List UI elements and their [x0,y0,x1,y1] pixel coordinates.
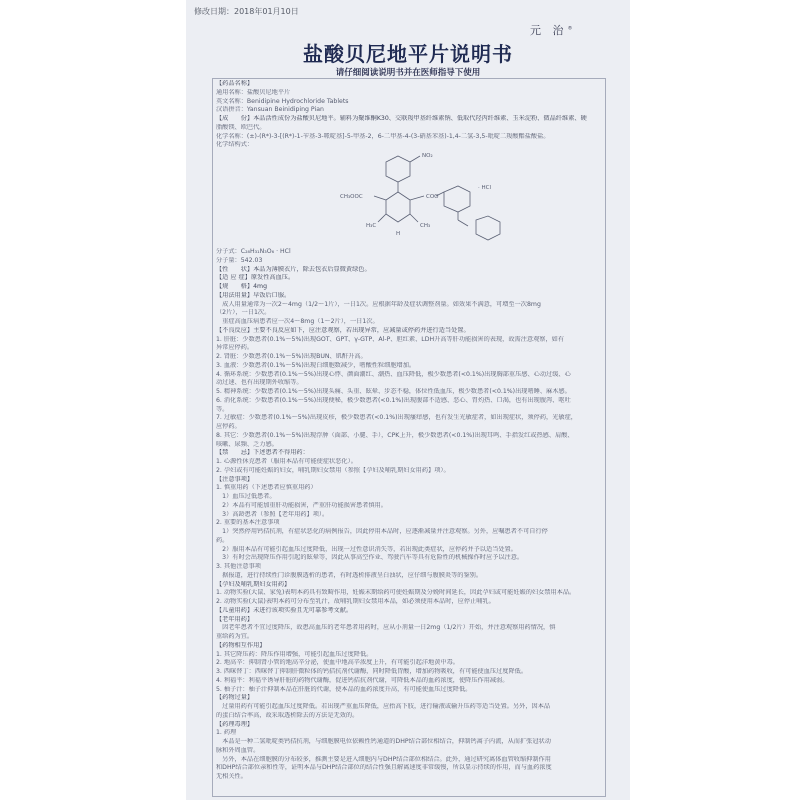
text-line: 2. 重要的基本注意事项 [216,519,280,527]
text-line: 分子式：C₂₈H₃₁N₃O₆ · HCl [216,248,291,255]
text-line: 咳嗽、尿频、乏力感。 [216,440,278,448]
page-subtitle: 请仔细阅读说明书并在医师指导下使用 [335,68,481,78]
page-title: 盐酸贝尼地平片说明书 [303,42,513,66]
text-line: 应停药。 [216,423,241,430]
text-line: （2片），一日1次。 [216,309,271,317]
text-line: 【儿童用药】未进行该项实验且无可靠参考文献。 [216,606,353,614]
brand-logo [530,22,573,38]
text-line: 分子量：542.03 [216,256,263,264]
text-line: 重给药为宜。 [216,633,254,640]
text-line: 1）血压过低患者。 [216,493,276,500]
pre-structure-lines [216,80,602,150]
text-line: 1. 肝脏：少数患者(0.1%～5%)出现GOT、GPT、γ-GTP、Al-P、胆红素、LDH升高等肝功能损害的表现，故需注意观察，如有 [216,335,565,343]
instruction-sheet [186,0,630,800]
document-body [216,80,602,782]
label-no2: NO₂ [422,153,433,159]
text-line: 5. 精神系统：少数患者(0.1%～5%)出现头痛、头重、眩晕、步态不稳，体位性低血压，极少数患者(<0.1%)出现嗜睡、麻木感。 [216,388,571,395]
text-line: 7. 过敏症：少数患者(0.1%～5%)出现皮疹，极少数患者(<0.1%)出现瘙痒感，也有发生光敏症者，如出现症状，须停药，光敏症， [216,414,577,422]
text-line: 【不良反应】主要不良反应如下，应注意观察，若出现异常，应减量或停药并进行适当处置。 [216,326,470,334]
text-line: 3）高龄患者（参照【老年用药】项）。 [216,510,329,518]
post-structure-lines [216,248,602,782]
registered-mark: ® [567,25,573,32]
text-line: 据报道，进行持续性门诊腹膜透析的患者，有时透析排液呈白浊状，应仔细与腹膜炎等的鉴别。 [216,571,483,579]
text-line: 药。 [216,536,229,544]
text-line: 脂酸镁、欧巴代。 [216,123,266,131]
text-line: 1. 心源性休克患者（服用本品有可能使症状恶化）。 [216,458,357,465]
label-h3c: H₃C [366,223,377,229]
text-line: 2）服用本品有可能引起血压过度降低，出现一过性意识消失等，若出现此类症状，应停药并予以适当处置。 [216,545,517,553]
text-line: 2）本品有可能加重肝功能损害，严重肝功能损害患者慎用。 [216,501,387,509]
text-line: 【性 状】本品为薄膜衣片，除去包衣后显微黄绿色。 [216,265,371,273]
text-line: 2. 动物实验(大鼠)表明本药可分布至乳汁，故哺乳期妇女禁用本品，如必须使用本品时，应停止哺乳。 [216,598,495,605]
text-line: 【药品名称】 [216,80,254,87]
text-line: 因老年患者不宜过度降压，故患高血压的老年患者用药时，应从小剂量一日2mg（1/2片）开始，并注意观察用药情况，慎 [216,624,556,632]
chemical-structure [216,150,602,248]
text-line: 本品是一种二氢吡啶类钙拮抗剂，与细胞膜电位依赖性钙通道的DHP结合部位相结合，抑制钙离子内流，从而扩张冠状动 [216,738,551,745]
text-line: 异常应停药。 [216,344,254,352]
label-hcl: · HCl [478,185,492,191]
text-line: 3）有时会出现降压作用引起的眩晕等，因此从事高空作业、驾驶汽车等具有危险性的机械操作时应予以注意。 [216,554,524,562]
text-line: 无相关性。 [216,773,247,780]
text-line: 8. 其它：少数患者(0.1%～5%)出现浮肿（面部、小腿、手），CPK上升，极少数患者(<0.1%)出现耳鸣、手指发红或热感、肩酸、 [216,431,574,439]
text-line: 3. 其他注意事项 [216,563,261,570]
text-line: 1. 动物实验(大鼠、家兔)表明本药具有致畸作用，妊娠末期给药可使妊娠期及分娩时间延长，因此孕妇或可能妊娠的妇女禁用本品。 [216,589,576,597]
text-line: 汉语拼音：Yansuan Beinidiping Pian [216,106,324,114]
text-line: 【老年用药】 [216,615,254,623]
text-line: 6. 消化系统：少数患者(0.1%～5%)出现便秘，极少数患者(<0.1%)出现腹部不适感、恶心、胃灼热、口渴，也有出现腹泻、呕吐 [216,396,571,404]
revision-date: 修改日期：2018年01月10日 [194,7,299,16]
text-line: 动过速、也有出现期外收缩等。 [216,379,303,387]
text-line: 5. 柚子汁：柚子汁抑制本品在肝脏的代谢，使本品的血药浓度升高，有可能使血压过度降低。 [216,685,472,693]
text-line: 3. 西咪替丁：西咪替丁抑制肝微粒体的钙拮抗剂代谢酶，同时降低胃酸，增加药物吸收，有可能使血压过度降低。 [216,668,528,675]
text-line: 【禁 忌】下述患者不得用药： [216,449,309,457]
text-line: 英文名称：Benidipine Hydrochloride Tablets [216,97,349,105]
text-line: 脉和外周血管。 [216,746,260,754]
brand-name: 元 治 [530,24,568,37]
text-line: 【规 格】4mg [216,283,268,290]
text-line: 3. 血液：少数患者(0.1%～5%)出现白细胞数减少，嗜酸性粒细胞增加。 [216,361,416,369]
text-line: 4. 利福平：利福平诱导肝脏的药物代谢酶，促进钙拮抗剂代谢，可降低本品的血药浓度，使降压作用减弱。 [216,676,509,684]
label-coo: COO [426,194,439,200]
text-line: 4. 循环系统：少数患者(0.1%～5%)出现心悸、颜面潮红、潮热、血压降低，极少数患者(<0.1%)出现胸部重压感、心动过缓、心 [216,370,571,378]
text-line: 【注意事项】 [216,475,254,483]
text-line: 等。 [216,405,229,413]
text-line: 【用法用量】早饭后口服。 [216,291,291,299]
text-line: 重症高血压病患者应一次4～8mg（1～2片），一日1次。 [216,318,379,325]
text-line: 【适 应 症】原发性高血压。 [216,274,295,282]
text-line: 化学结构式： [216,141,254,149]
text-line: 2. 肾脏：少数患者(0.1%～5%)出现BUN、肌酐升高。 [216,353,367,360]
text-line: 2. 孕妇或有可能妊娠的妇女，哺乳期妇女禁用（参照【孕妇及哺乳期妇女用药】项）。 [216,466,450,474]
text-line: 通用名称：盐酸贝尼地平片 [216,88,291,96]
label-ch3: CH₃ [420,223,431,229]
text-line: 1）突然停用钙拮抗剂，有症状恶化的病例报告，因此停用本品时，应逐渐减量并注意观察。另外，应嘱患者不可自行停 [216,528,548,535]
text-line: 和DHP结合部位亲和性等，证明本品与DHP结合部位的结合性强且解离速度非常缓慢，所以显示持续的作用，而与血药浓度 [216,764,552,772]
text-line: 过量用药有可能引起血压过度降低。若出现严重血压降低，应抬高下肢，进行输液或输升压药等适当处置。另外，因本品 [216,703,551,710]
text-line: 2. 地高辛：抑制肾小管的地高辛分泌，使血中地高辛浓度上升，有可能引起洋地黄中毒。 [216,659,459,667]
text-line: 的蛋白结合率高，故采取透析除去的方法是无效的。 [216,711,359,719]
label-nh: H [396,231,401,237]
text-line: 【药物相互作用】 [216,641,266,649]
text-line: 【药理毒理】 [216,720,254,728]
text-line: 另外，本品在细胞膜的分布较多，推测主要是进入细胞内与DHP结合部位相结合。此外，通过研究离体血管收缩抑制作用 [216,755,551,763]
text-line: 【药物过量】 [216,694,254,702]
label-ester: CH₃OOC [340,194,363,200]
text-line: 【成 份】本品活性成份为盐酸贝尼地平。辅料为聚维酮K30、交联羧甲基纤维素钠、低取代羟丙纤维素、玉米淀粉、微晶纤维素、硬 [216,115,587,122]
text-line: 1. 其它降压药：降压作用增强，可能引起血压过度降低。 [216,650,373,658]
text-line: 成人用量通常为一次2～4mg（1/2～1片），一日1次。应根据年龄及症状调整剂量。如效果不满意，可增至一次8mg [216,300,541,308]
text-line: 化学名称：(±)-(R*)-3-[(R*)-1-苄基-3-哌啶基]-5-甲基-2，6-二甲基-4-(3-硝基苯基)-1,4-二氢-3,5-吡啶二羧酸酯盐酸盐。 [216,132,550,140]
text-line: 1. 慎重用药（下述患者应慎重用药） [216,484,317,492]
text-line: 【孕妇及哺乳期妇女用药】 [216,580,291,588]
text-line: 1. 药理 [216,729,237,737]
